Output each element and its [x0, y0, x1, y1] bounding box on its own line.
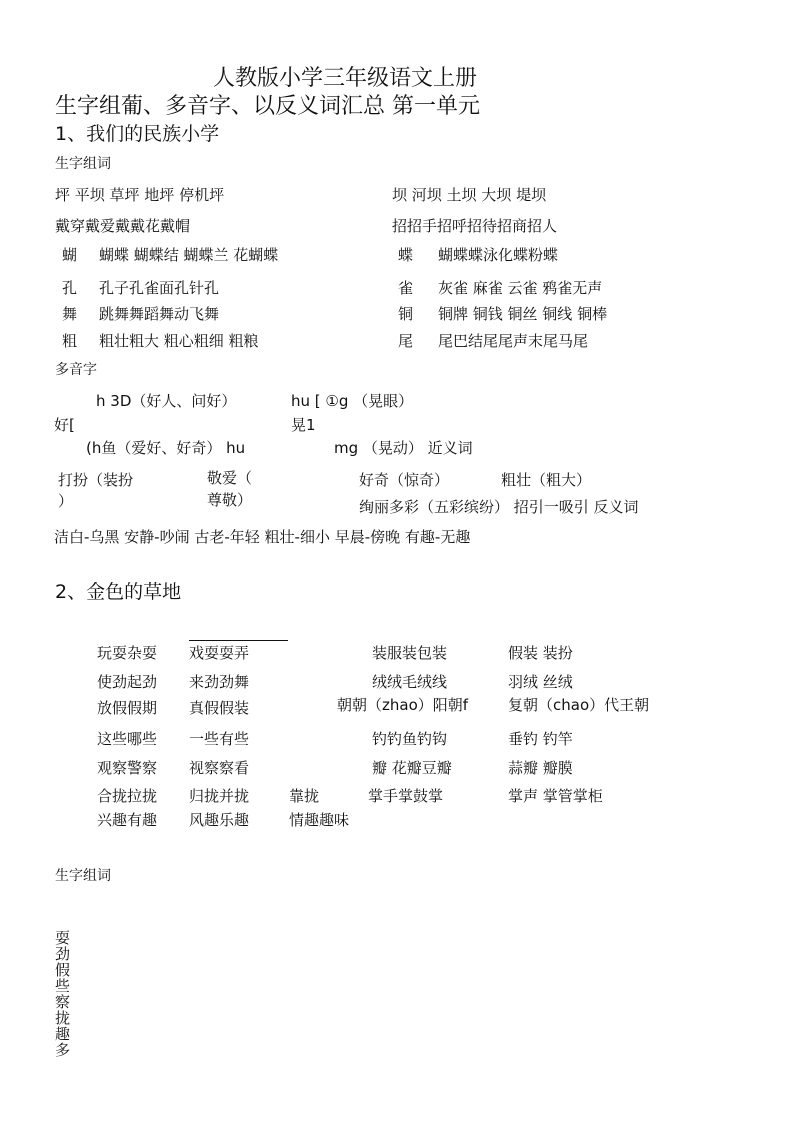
polyphone-text: mg （晃动） 近义词: [334, 439, 473, 457]
char: 尾: [398, 332, 414, 350]
word-row: 尾巴结尾尾声末尾马尾: [438, 332, 589, 350]
word: 假装 装扮: [508, 644, 573, 662]
word: 掌手掌鼓掌: [368, 787, 444, 805]
word: 观察警察: [97, 759, 158, 777]
synonym: 打扮（装扮: [58, 471, 134, 489]
synonym: ）: [58, 492, 74, 510]
word: 真假假装: [189, 699, 250, 717]
polyphone-text: (h鱼（爱好、好奇） hu: [86, 439, 246, 457]
word-row: 跳舞舞蹈舞动飞舞: [99, 305, 220, 323]
doc-title: 人教版小学三年级语文上册: [213, 66, 478, 91]
word: 复朝（chao）代王朝: [508, 696, 650, 714]
word-row: 蝴蝶蝶泳化蝶粉蝶: [438, 246, 559, 264]
polyphone-label: 多音字: [55, 362, 97, 378]
vertical-chars: 耍劲假些察拢趣多: [53, 930, 71, 1058]
word: 朝朝（zhao）阳朝f: [337, 696, 469, 714]
synonym: 粗壮（粗大）: [501, 471, 592, 489]
polyphone-text: 好[: [54, 416, 75, 434]
word-row: 孔子孔雀面孔针孔: [99, 279, 220, 297]
section-2-heading: 2、金色的草地: [55, 581, 182, 603]
word-row: 坪 平坝 草坪 地坪 停机坪: [55, 186, 225, 204]
word: 情趣趣味: [289, 811, 350, 829]
word: 合拢拉拢: [97, 787, 158, 805]
word: 来劲劲舞: [189, 673, 250, 691]
polyphone-text: hu [ ①g （晃眼）: [291, 392, 414, 410]
synonym: 尊敬）: [207, 491, 253, 509]
word: 羽绒 丝绒: [508, 673, 573, 691]
polyphone-text: 晃1: [291, 416, 316, 434]
synonym: 绚丽多彩（五彩缤纷） 招引一吸引 反义词: [359, 498, 639, 516]
word-row: 坝 河坝 土坝 大坝 堤坝: [392, 186, 547, 204]
word-row: 粗壮粗大 粗心粗细 粗粮: [99, 332, 259, 350]
word: 掌声 掌管掌柜: [508, 787, 603, 805]
word: 蒜瓣 瓣膜: [508, 759, 573, 777]
char: 蝴: [62, 246, 78, 264]
word-row: 铜牌 铜钱 铜丝 铜线 铜棒: [438, 305, 608, 323]
char: 蝶: [398, 246, 414, 264]
word: 玩耍杂耍: [97, 644, 158, 662]
synonym: 敬爱（: [207, 469, 253, 487]
word: 归拢并拢: [189, 787, 250, 805]
doc-subtitle: 生字组葡、多音字、以反义词汇总 第一单元: [55, 94, 480, 119]
word: 使劲起劲: [97, 673, 158, 691]
char: 铜: [398, 305, 414, 323]
word-row: 灰雀 麻雀 云雀 鸦雀无声: [438, 279, 603, 297]
synonym: 好奇（惊奇）: [359, 471, 450, 489]
word: 垂钓 钓竿: [508, 730, 573, 748]
section-1-sub: 生字组词: [55, 156, 111, 172]
section-1-heading: 1、我们的民族小学: [55, 123, 220, 145]
char: 孔: [62, 279, 78, 297]
word: 钓钓鱼钓钩: [372, 730, 448, 748]
section-2-sub: 生字组词: [55, 868, 111, 884]
word: 绒绒毛绒线: [372, 673, 448, 691]
word: 瓣 花瓣豆瓣: [372, 759, 452, 777]
word-row: 招招手招呼招待招商招人: [392, 217, 558, 235]
word: 一些有些: [189, 730, 250, 748]
word-row: 蝴蝶 蝴蝶结 蝴蝶兰 花蝴蝶: [99, 246, 279, 264]
word: 风趣乐趣: [189, 811, 250, 829]
antonyms: 洁白-乌黑 安静-吵闹 古老-年轻 粗壮-细小 早晨-傍晚 有趣-无趣: [54, 528, 471, 546]
word: 这些哪些: [97, 730, 158, 748]
word: 戏耍耍弄: [189, 644, 250, 662]
word: 兴趣有趣: [97, 811, 158, 829]
word-row: 戴穿戴爱戴戴花戴帽: [55, 217, 191, 235]
word: 装服装包装: [372, 644, 448, 662]
underline: [189, 640, 288, 641]
char: 雀: [398, 279, 414, 297]
word: 靠拢: [289, 787, 320, 805]
char: 粗: [62, 332, 78, 350]
polyphone-text: h 3D（好人、问好）: [96, 392, 237, 410]
word: 放假假期: [97, 699, 158, 717]
word: 视察察看: [189, 759, 250, 777]
char: 舞: [62, 305, 78, 323]
